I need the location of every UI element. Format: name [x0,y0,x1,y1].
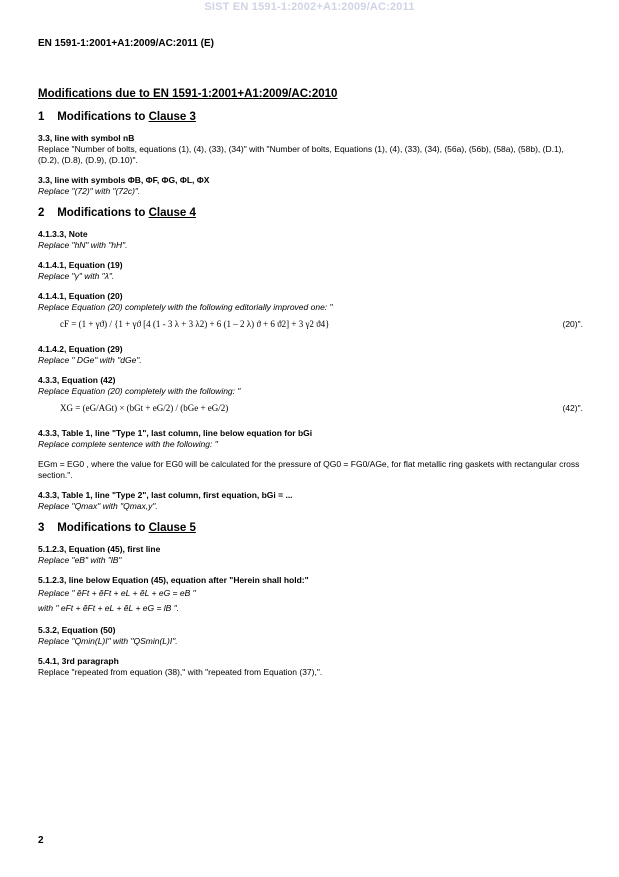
section-number: 2 [38,207,45,219]
item-3-3-phi [38,175,583,197]
item-text: Replace "Qmin(L)I" with "QSmin(L)I". [38,636,178,646]
item-paragraph: EGm = EG0 , where the value for EG0 will be calculated for the pressure of QG0 = FG0/AGe, for flat metallic ring gaskets with rectangular cross section.". [38,459,580,480]
item-heading: 3.3, line with symbols ΦB, ΦF, ΦG, ΦL, ΦX [38,175,210,185]
equation-formula: XG = (eG/AGt) × (bGt + eG/2) / (bGe + eG/2) [60,403,229,413]
section-title-prefix: Modifications to [57,207,146,219]
item-5-1-2-3-first [38,544,583,566]
equation-number: (42)". [562,403,583,413]
section-title-prefix: Modifications to [57,522,146,534]
item-4-1-3-3 [38,229,583,251]
watermark: SIST EN 1591-1:2002+A1:2009/AC:2011 [204,1,415,13]
item-5-3-2 [38,625,583,647]
item-heading: 4.3.3, Table 1, line "Type 1", last column, line below equation for bGi [38,428,313,438]
item-text: Replace Equation (20) completely with the following editorially improved one: " [38,302,333,312]
with-line: with " eFt + ẽFt + eL + ẽL + eG = lB ". [38,603,180,613]
equation-20 [38,313,583,335]
item-text: Replace complete sentence with the following: " [38,439,218,449]
item-text: Replace Equation (20) completely with the following: " [38,386,241,396]
item-heading: 5.1.2.3, Equation (45), first line [38,544,161,554]
item-heading: 4.1.4.1, Equation (20) [38,291,123,301]
equation-number: (20)". [562,319,583,329]
item-heading: 3.3, line with symbol nB [38,133,135,143]
item-heading: 5.3.2, Equation (50) [38,625,116,635]
item-heading: 4.3.3, Equation (42) [38,375,116,385]
equation-42 [38,397,583,419]
document-header: EN 1591-1:2001+A1:2009/AC:2011 (E) [38,38,214,49]
section-3-heading [38,522,583,534]
section-title-prefix: Modifications to [57,111,146,123]
item-4-1-4-2 [38,344,583,366]
item-4-3-3-type1 [38,428,583,481]
clause-4-link[interactable]: Clause 4 [148,207,196,219]
item-5-1-2-3-below [38,575,583,616]
item-text: Replace " DGe" with "dGe". [38,355,142,365]
item-text: Replace "Number of bolts, equations (1), (4), (33), (34)" with "Number of bolts, Equations (1), (4), (33), (34), (56a), (56b), (58a), (58b), (D.1), (D.2), (D.8), (D.9), (D.10)". [38,144,564,165]
item-text: Replace "repeated from equation (38)," with "repeated from Equation (37),". [38,667,323,677]
item-text: Replace "eB" with "lB" [38,555,122,565]
item-heading: 4.3.3, Table 1, line "Type 2", last column, first equation, bGi = ... [38,490,293,500]
section-2-heading [38,207,583,219]
item-text: Replace "hN" with "hH". [38,240,128,250]
section-1-heading [38,111,583,123]
item-heading: 4.1.4.2, Equation (29) [38,344,123,354]
item-heading: 4.1.3.3, Note [38,229,88,239]
item-4-1-4-1-eq19 [38,260,583,282]
equation-formula: cF = (1 + γϑ) / {1 + γϑ [4 (1 - 3 λ + 3 λ2) + 6 (1 – 2 λ) ϑ + 6 ϑ2] + 3 γ2 ϑ4} [60,319,330,329]
item-5-4-1 [38,656,583,678]
item-heading: 5.4.1, 3rd paragraph [38,656,119,666]
item-4-3-3-type2 [38,490,583,512]
page-number: 2 [38,835,44,846]
item-text: Replace "Qmax" with "Qmax,y". [38,501,158,511]
item-heading: 5.1.2.3, line below Equation (45), equation after "Herein shall hold:" [38,575,309,585]
item-3-3-nb [38,133,583,166]
item-4-1-4-1-eq20 [38,291,583,335]
clause-3-link[interactable]: Clause 3 [148,111,196,123]
item-heading: 4.1.4.1, Equation (19) [38,260,123,270]
replace-line: Replace " ẽFt + ẽFt + eL + ẽL + eG = eB " [38,588,196,598]
clause-5-link[interactable]: Clause 5 [148,522,196,534]
section-number: 1 [38,111,45,123]
modifications-title: Modifications due to EN 1591-1:2001+A1:2009/AC:2010 [38,88,338,100]
page-content [38,88,583,687]
section-number: 3 [38,522,45,534]
item-text: Replace "(72)" with "(72c)". [38,186,141,196]
item-text: Replace "γ" with "λ". [38,271,115,281]
item-4-3-3-eq42 [38,375,583,419]
